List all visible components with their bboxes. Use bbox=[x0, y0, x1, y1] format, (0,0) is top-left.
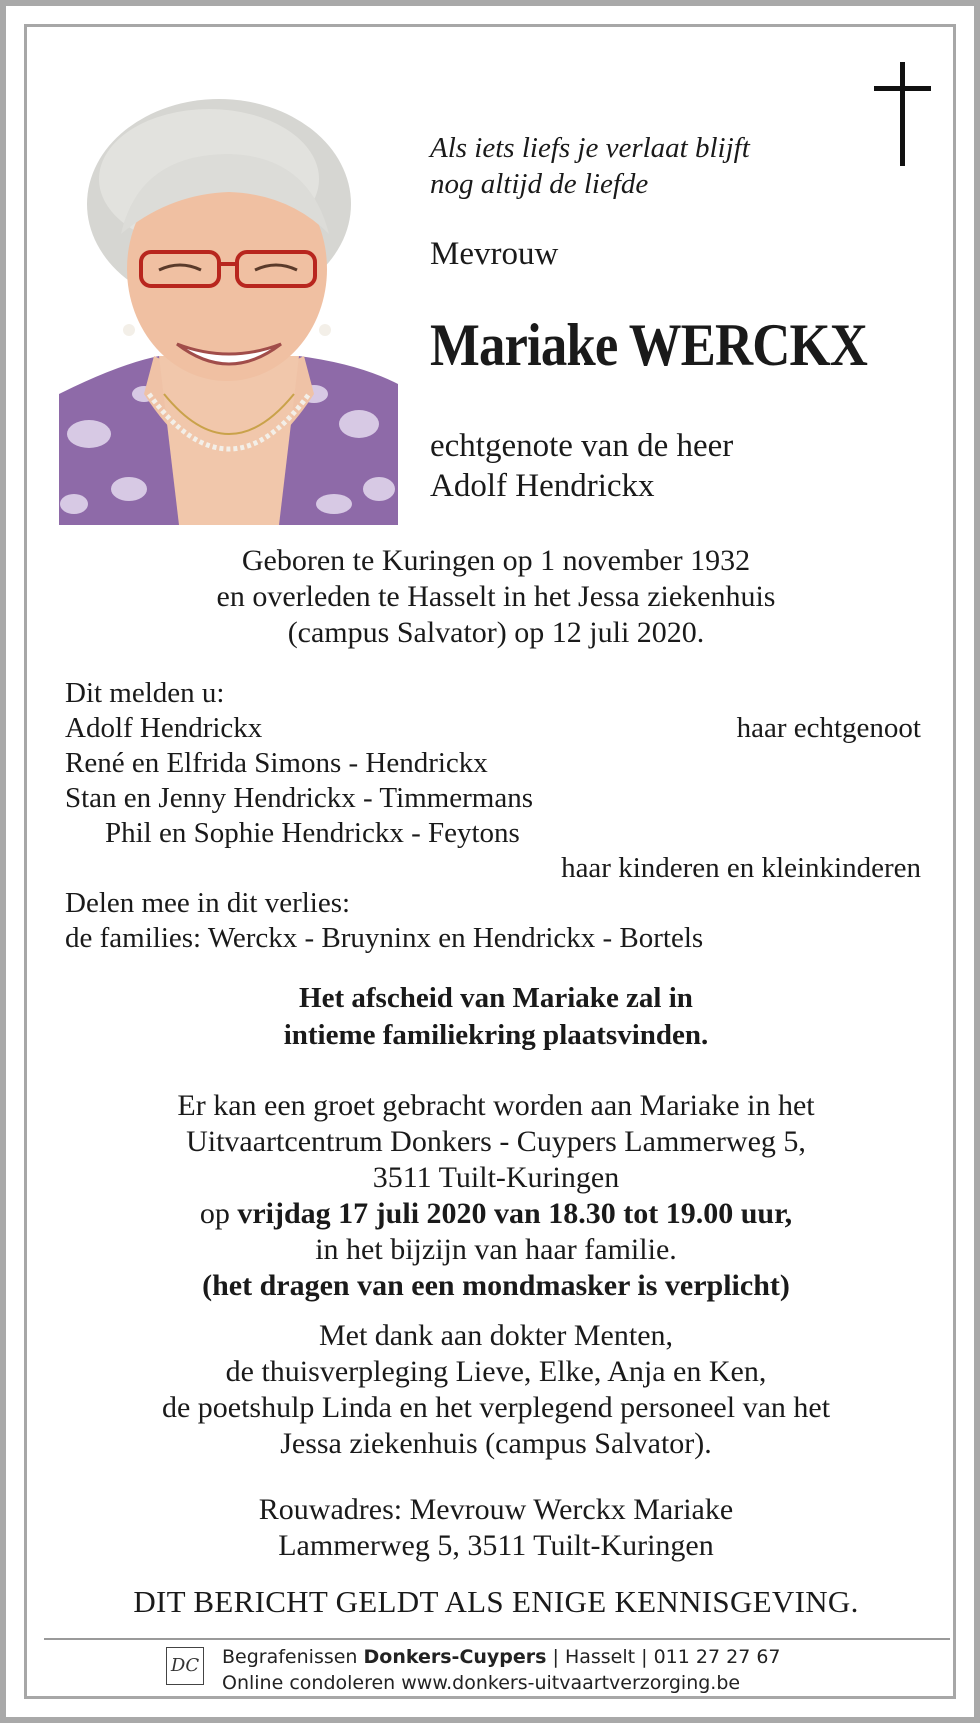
title-prefix: Mevrouw bbox=[430, 236, 559, 272]
footer-prefix: Begrafenissen bbox=[222, 1646, 358, 1668]
thanks-line-1: Met dank aan dokter Menten, bbox=[318, 1319, 674, 1352]
mask-notice: (het dragen van een mondmasker is verplicht) bbox=[202, 1269, 790, 1302]
mourning-address bbox=[59, 1492, 933, 1564]
official-notice: DIT BERICHT GELDT ALS ENIGE KENNISGEVING. bbox=[133, 1584, 859, 1619]
spouse-info bbox=[430, 426, 733, 506]
footer-contact: | Hasselt | 011 27 27 67 bbox=[552, 1646, 781, 1668]
list-item bbox=[65, 781, 921, 816]
deceased-name: Mariake WERCKX bbox=[430, 312, 867, 378]
announcer-relation: haar echtgenoot bbox=[736, 712, 921, 744]
greeting-line-4 bbox=[59, 1196, 933, 1232]
address-line-1: Rouwadres: Mevrouw Werckx Mariake bbox=[258, 1493, 734, 1526]
spouse-line-1: echtgenote van de heer bbox=[430, 428, 734, 464]
thanks-line-4: Jessa ziekenhuis (campus Salvator). bbox=[280, 1427, 712, 1460]
farewell-notice bbox=[59, 980, 933, 1054]
footer-company: Donkers-Cuypers bbox=[363, 1646, 547, 1668]
announcers-list bbox=[65, 676, 921, 956]
death-notice-card bbox=[6, 6, 974, 1717]
thanks-line-3: de poetshulp Linda en het verplegend personeel van het bbox=[161, 1391, 831, 1424]
list-item bbox=[65, 816, 921, 851]
share-intro: Delen mee in dit verlies: bbox=[65, 887, 351, 919]
spouse-line-2: Adolf Hendrickx bbox=[430, 468, 655, 504]
announcer-name: Phil en Sophie Hendrickx - Feytons bbox=[105, 817, 520, 849]
poem bbox=[430, 130, 900, 202]
thanks-line-2: de thuisverpleging Lieve, Elke, Anja en Ken, bbox=[225, 1355, 767, 1388]
birth-line-1: Geboren te Kuringen op 1 november 1932 bbox=[241, 544, 751, 577]
address-line-2: Lammerweg 5, 3511 Tuilt-Kuringen bbox=[278, 1529, 714, 1562]
announcer-name: René en Elfrida Simons - Hendrickx bbox=[65, 747, 488, 779]
poem-line-1: Als iets liefs je verlaat blijft bbox=[430, 132, 750, 164]
announcer-relation: haar kinderen en kleinkinderen bbox=[561, 852, 921, 884]
thanks-section bbox=[59, 1318, 933, 1462]
footer-online-link[interactable]: Online condoleren www.donkers-uitvaartverzorging.be bbox=[222, 1672, 741, 1694]
greeting-line-1: Er kan een groet gebracht worden aan Mariake in het bbox=[177, 1089, 815, 1122]
announcers-intro: Dit melden u: bbox=[65, 677, 225, 709]
announcer-name: Stan en Jenny Hendrickx - Timmermans bbox=[65, 782, 533, 814]
farewell-line-1: Het afscheid van Mariake zal in bbox=[299, 982, 693, 1014]
footer-divider bbox=[44, 1638, 950, 1640]
birth-line-2: en overleden te Hasselt in het Jessa ziekenhuis bbox=[216, 580, 776, 613]
footer-info bbox=[222, 1644, 781, 1696]
greeting-info bbox=[59, 1088, 933, 1304]
list-item bbox=[65, 711, 921, 746]
list-item bbox=[65, 851, 921, 886]
list-item bbox=[65, 746, 921, 781]
poem-line-2: nog altijd de liefde bbox=[430, 168, 649, 200]
families: de families: Werckx - Bruyninx en Hendrickx - Bortels bbox=[65, 922, 704, 954]
greeting-line-4-prefix: op bbox=[199, 1197, 230, 1230]
farewell-line-2: intieme familiekring plaatsvinden. bbox=[283, 1019, 709, 1051]
greeting-line-3: 3511 Tuilt-Kuringen bbox=[372, 1161, 620, 1194]
footer-line-1 bbox=[222, 1644, 781, 1670]
birth-death-info bbox=[59, 543, 933, 651]
greeting-date-time: vrijdag 17 juli 2020 van 18.30 tot 19.00 uur, bbox=[237, 1197, 793, 1230]
announcer-name: Adolf Hendrickx bbox=[65, 712, 263, 744]
portrait-photo bbox=[59, 94, 398, 525]
greeting-line-5: in het bijzijn van haar familie. bbox=[315, 1233, 677, 1266]
greeting-line-2: Uitvaartcentrum Donkers - Cuypers Lammerweg 5, bbox=[186, 1125, 806, 1158]
funeral-home-logo: DC bbox=[166, 1647, 204, 1685]
birth-line-3: (campus Salvator) op 12 juli 2020. bbox=[287, 616, 705, 649]
